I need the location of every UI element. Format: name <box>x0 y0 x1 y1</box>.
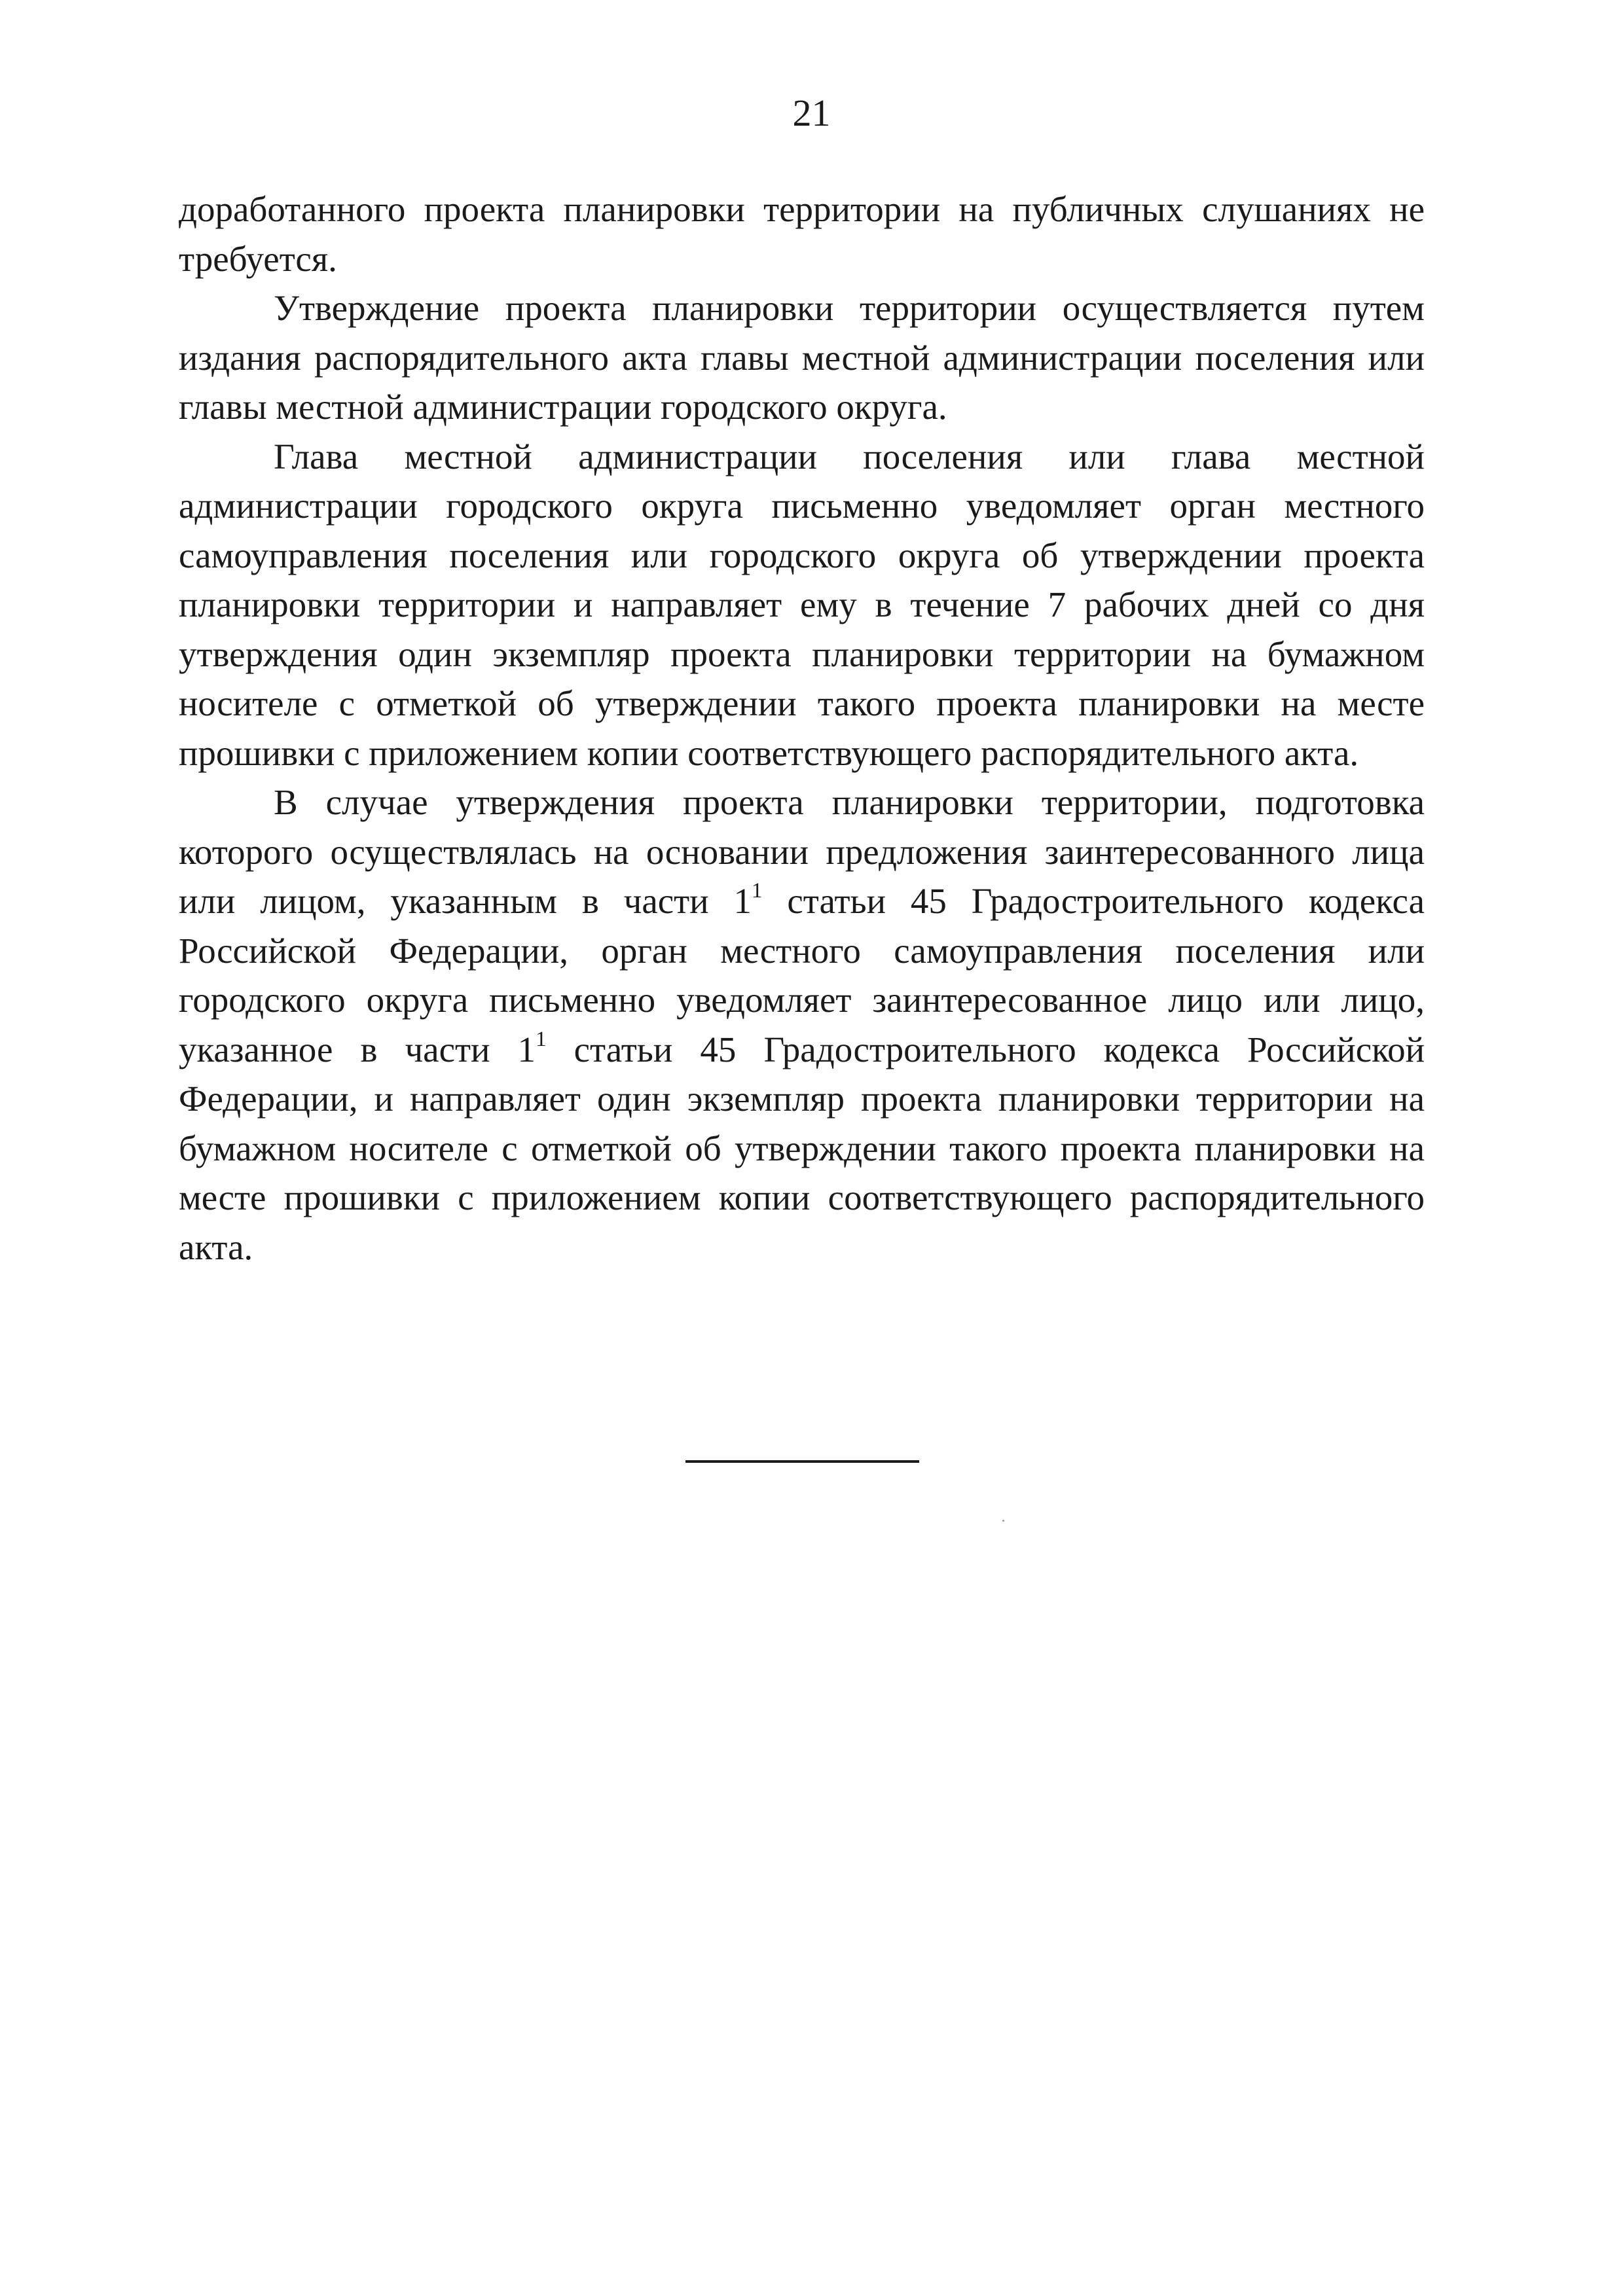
paragraph-4-part-3: статьи 45 Градостроительного кодекса Российской Федерации, и направляет один экземпляр проекта планировки территории на бумажном носителе с отметкой об утверждении такого проекта планировки на месте прошивки с приложением копии соответствующего распорядительного акта. <box>179 1029 1425 1267</box>
paragraph-3: Глава местной администрации поселения или глава местной администрации городского округа письменно уведомляет орган местного самоуправления поселения или городского округа об утверждении проекта планировки территории и направляет ему в течение 7 рабочих дней со дня утверждения один экземпляр проекта планировки территории на бумажном носителе с отметкой об утверждении такого проекта планировки на месте прошивки с приложением копии соответствующего распорядительного акта. <box>179 436 1425 773</box>
superscript-2: 1 <box>536 1027 547 1051</box>
paragraph-2: Утверждение проекта планировки территории осуществляется путем издания распорядительного акта главы местной администрации поселения или главы местной администрации городского округа. <box>179 288 1425 427</box>
superscript-1: 1 <box>752 879 763 903</box>
document-body <box>179 185 1425 1272</box>
paragraph-4-part-2: статьи 45 Градостроительного кодекса Российской Федерации, орган местного самоуправления поселения или городского округа письменно уведомляет заинтересованное лицо или лицо, указанное в части 1 <box>179 881 1425 1069</box>
paragraph-4 <box>179 778 1425 1272</box>
paragraph-1: доработанного проекта планировки территории на публичных слушаниях не требуется. <box>179 189 1425 279</box>
paragraph-4-part-1: В случае утверждения проекта планировки территории, подготовка которого осуществлялась на основании предложения заинтересованного лица или лицом, указанным в части 1 <box>179 782 1425 921</box>
end-divider-line <box>685 1460 919 1463</box>
scan-speck <box>1002 1520 1004 1522</box>
page-number: 21 <box>792 92 831 134</box>
